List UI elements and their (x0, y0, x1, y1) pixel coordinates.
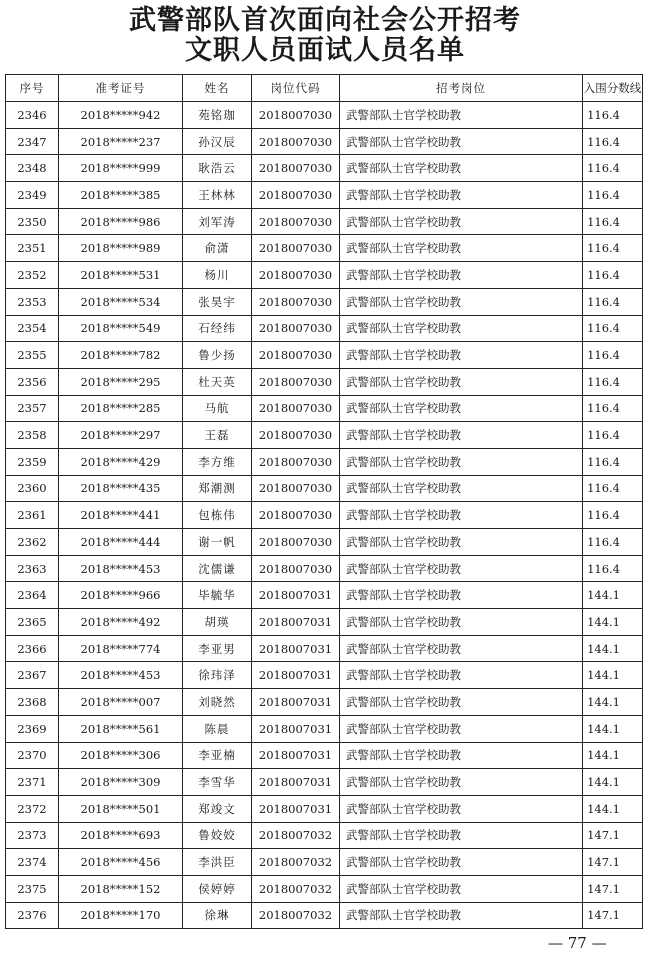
cell-name: 王林林 (183, 182, 252, 209)
cell-name: 胡瑛 (183, 609, 252, 636)
cell-no: 2364 (6, 582, 59, 609)
cell-code: 2018007030 (252, 422, 340, 449)
cell-code: 2018007030 (252, 448, 340, 475)
cell-no: 2371 (6, 769, 59, 796)
cell-exam-id: 2018*****285 (59, 395, 183, 422)
cell-position: 武警部队士官学校助教 (340, 262, 583, 289)
cell-no: 2359 (6, 448, 59, 475)
cell-code: 2018007030 (252, 262, 340, 289)
cell-code: 2018007031 (252, 582, 340, 609)
cell-name: 郑潮测 (183, 475, 252, 502)
cell-score: 147.1 (583, 822, 643, 849)
header-code: 岗位代码 (252, 75, 340, 102)
cell-exam-id: 2018*****774 (59, 635, 183, 662)
cell-exam-id: 2018*****429 (59, 448, 183, 475)
table-row (6, 795, 643, 822)
cell-score: 147.1 (583, 902, 643, 929)
cell-no: 2363 (6, 555, 59, 582)
cell-exam-id: 2018*****295 (59, 368, 183, 395)
cell-position: 武警部队士官学校助教 (340, 395, 583, 422)
candidate-table (5, 74, 643, 929)
cell-no: 2356 (6, 368, 59, 395)
cell-exam-id: 2018*****435 (59, 475, 183, 502)
cell-score: 116.4 (583, 288, 643, 315)
cell-name: 孙汉辰 (183, 128, 252, 155)
cell-code: 2018007032 (252, 849, 340, 876)
table-row (6, 422, 643, 449)
cell-code: 2018007031 (252, 715, 340, 742)
cell-score: 116.4 (583, 368, 643, 395)
cell-exam-id: 2018*****942 (59, 102, 183, 129)
cell-exam-id: 2018*****989 (59, 235, 183, 262)
cell-exam-id: 2018*****453 (59, 555, 183, 582)
table-row (6, 315, 643, 342)
cell-score: 116.4 (583, 555, 643, 582)
cell-exam-id: 2018*****986 (59, 208, 183, 235)
table-row (6, 235, 643, 262)
cell-code: 2018007030 (252, 235, 340, 262)
cell-exam-id: 2018*****297 (59, 422, 183, 449)
cell-position: 武警部队士官学校助教 (340, 769, 583, 796)
cell-exam-id: 2018*****534 (59, 288, 183, 315)
cell-name: 陈晨 (183, 715, 252, 742)
cell-exam-id: 2018*****999 (59, 155, 183, 182)
cell-score: 116.4 (583, 529, 643, 556)
cell-score: 147.1 (583, 875, 643, 902)
cell-no: 2350 (6, 208, 59, 235)
table-row (6, 849, 643, 876)
cell-score: 144.1 (583, 582, 643, 609)
cell-code: 2018007030 (252, 342, 340, 369)
cell-no: 2352 (6, 262, 59, 289)
cell-score: 144.1 (583, 715, 643, 742)
table-row (6, 822, 643, 849)
cell-score: 116.4 (583, 208, 643, 235)
cell-name: 徐玮泽 (183, 662, 252, 689)
cell-name: 杨川 (183, 262, 252, 289)
cell-position: 武警部队士官学校助教 (340, 662, 583, 689)
cell-code: 2018007031 (252, 635, 340, 662)
cell-score: 144.1 (583, 769, 643, 796)
cell-score: 144.1 (583, 635, 643, 662)
cell-exam-id: 2018*****492 (59, 609, 183, 636)
cell-score: 144.1 (583, 689, 643, 716)
cell-position: 武警部队士官学校助教 (340, 342, 583, 369)
cell-position: 武警部队士官学校助教 (340, 795, 583, 822)
cell-no: 2346 (6, 102, 59, 129)
cell-no: 2368 (6, 689, 59, 716)
cell-score: 116.4 (583, 102, 643, 129)
cell-position: 武警部队士官学校助教 (340, 822, 583, 849)
cell-name: 俞潇 (183, 235, 252, 262)
table-row (6, 742, 643, 769)
cell-name: 石经纬 (183, 315, 252, 342)
cell-score: 116.4 (583, 395, 643, 422)
cell-position: 武警部队士官学校助教 (340, 208, 583, 235)
cell-name: 鲁姣姣 (183, 822, 252, 849)
cell-no: 2376 (6, 902, 59, 929)
cell-position: 武警部队士官学校助教 (340, 182, 583, 209)
cell-name: 李雪华 (183, 769, 252, 796)
header-position: 招考岗位 (340, 75, 583, 102)
page-title-line1: 武警部队首次面向社会公开招考 (129, 5, 521, 36)
cell-no: 2374 (6, 849, 59, 876)
cell-score: 116.4 (583, 448, 643, 475)
table-row (6, 342, 643, 369)
cell-name: 苑铭珈 (183, 102, 252, 129)
table-row (6, 529, 643, 556)
cell-name: 李亚男 (183, 635, 252, 662)
cell-no: 2357 (6, 395, 59, 422)
cell-no: 2360 (6, 475, 59, 502)
table-header-row (6, 75, 643, 102)
cell-name: 李方维 (183, 448, 252, 475)
cell-score: 144.1 (583, 742, 643, 769)
table-row (6, 208, 643, 235)
table-row (6, 128, 643, 155)
cell-no: 2353 (6, 288, 59, 315)
cell-no: 2361 (6, 502, 59, 529)
table-row (6, 395, 643, 422)
cell-code: 2018007031 (252, 742, 340, 769)
cell-exam-id: 2018*****237 (59, 128, 183, 155)
cell-position: 武警部队士官学校助教 (340, 529, 583, 556)
cell-score: 116.4 (583, 155, 643, 182)
table-row (6, 875, 643, 902)
cell-exam-id: 2018*****385 (59, 182, 183, 209)
cell-no: 2362 (6, 529, 59, 556)
table-row (6, 262, 643, 289)
cell-position: 武警部队士官学校助教 (340, 689, 583, 716)
header-exam-id: 准考证号 (59, 75, 183, 102)
cell-score: 116.4 (583, 182, 643, 209)
cell-code: 2018007030 (252, 502, 340, 529)
cell-no: 2366 (6, 635, 59, 662)
cell-score: 144.1 (583, 609, 643, 636)
cell-position: 武警部队士官学校助教 (340, 742, 583, 769)
cell-code: 2018007032 (252, 875, 340, 902)
cell-name: 耿浩云 (183, 155, 252, 182)
cell-score: 116.4 (583, 128, 643, 155)
cell-position: 武警部队士官学校助教 (340, 902, 583, 929)
cell-score: 147.1 (583, 849, 643, 876)
cell-position: 武警部队士官学校助教 (340, 368, 583, 395)
cell-no: 2355 (6, 342, 59, 369)
cell-name: 谢一帆 (183, 529, 252, 556)
cell-code: 2018007030 (252, 315, 340, 342)
page-title-line2: 文职人员面试人员名单 (185, 35, 465, 66)
cell-score: 116.4 (583, 262, 643, 289)
cell-exam-id: 2018*****306 (59, 742, 183, 769)
header-no: 序号 (6, 75, 59, 102)
cell-position: 武警部队士官学校助教 (340, 128, 583, 155)
table-row (6, 448, 643, 475)
cell-code: 2018007031 (252, 662, 340, 689)
cell-position: 武警部队士官学校助教 (340, 849, 583, 876)
cell-name: 侯婷婷 (183, 875, 252, 902)
cell-name: 包栋伟 (183, 502, 252, 529)
cell-name: 徐琳 (183, 902, 252, 929)
cell-name: 沈儒谦 (183, 555, 252, 582)
cell-no: 2358 (6, 422, 59, 449)
cell-no: 2375 (6, 875, 59, 902)
cell-code: 2018007031 (252, 795, 340, 822)
cell-name: 李洪臣 (183, 849, 252, 876)
cell-exam-id: 2018*****966 (59, 582, 183, 609)
cell-score: 116.4 (583, 502, 643, 529)
cell-score: 116.4 (583, 475, 643, 502)
cell-exam-id: 2018*****782 (59, 342, 183, 369)
cell-code: 2018007030 (252, 208, 340, 235)
cell-exam-id: 2018*****549 (59, 315, 183, 342)
cell-name: 杜天英 (183, 368, 252, 395)
table-body (6, 102, 643, 929)
cell-code: 2018007030 (252, 529, 340, 556)
cell-score: 116.4 (583, 422, 643, 449)
page-number: — 77 — (548, 934, 607, 952)
cell-code: 2018007031 (252, 769, 340, 796)
table-row (6, 662, 643, 689)
cell-no: 2367 (6, 662, 59, 689)
cell-exam-id: 2018*****170 (59, 902, 183, 929)
cell-position: 武警部队士官学校助教 (340, 582, 583, 609)
cell-no: 2351 (6, 235, 59, 262)
cell-score: 116.4 (583, 315, 643, 342)
cell-code: 2018007030 (252, 128, 340, 155)
table-row (6, 769, 643, 796)
cell-code: 2018007030 (252, 555, 340, 582)
table-row (6, 102, 643, 129)
cell-code: 2018007030 (252, 155, 340, 182)
table-row (6, 288, 643, 315)
cell-name: 马航 (183, 395, 252, 422)
cell-code: 2018007030 (252, 182, 340, 209)
cell-no: 2347 (6, 128, 59, 155)
cell-name: 毕毓华 (183, 582, 252, 609)
cell-position: 武警部队士官学校助教 (340, 555, 583, 582)
header-score: 入围分数线 (583, 75, 643, 102)
table-row (6, 182, 643, 209)
cell-code: 2018007032 (252, 902, 340, 929)
cell-score: 144.1 (583, 662, 643, 689)
table-row (6, 689, 643, 716)
table-row (6, 902, 643, 929)
cell-score: 144.1 (583, 795, 643, 822)
cell-position: 武警部队士官学校助教 (340, 102, 583, 129)
cell-no: 2373 (6, 822, 59, 849)
cell-code: 2018007030 (252, 395, 340, 422)
table-row (6, 475, 643, 502)
cell-exam-id: 2018*****441 (59, 502, 183, 529)
cell-code: 2018007031 (252, 609, 340, 636)
cell-exam-id: 2018*****444 (59, 529, 183, 556)
header-name: 姓名 (183, 75, 252, 102)
cell-position: 武警部队士官学校助教 (340, 315, 583, 342)
table-row (6, 609, 643, 636)
table-row (6, 635, 643, 662)
table-row (6, 502, 643, 529)
table-row (6, 555, 643, 582)
cell-exam-id: 2018*****007 (59, 689, 183, 716)
cell-code: 2018007030 (252, 102, 340, 129)
cell-code: 2018007032 (252, 822, 340, 849)
cell-exam-id: 2018*****309 (59, 769, 183, 796)
table-row (6, 715, 643, 742)
cell-position: 武警部队士官学校助教 (340, 502, 583, 529)
cell-no: 2365 (6, 609, 59, 636)
cell-exam-id: 2018*****501 (59, 795, 183, 822)
cell-position: 武警部队士官学校助教 (340, 422, 583, 449)
cell-position: 武警部队士官学校助教 (340, 475, 583, 502)
cell-no: 2348 (6, 155, 59, 182)
table-row (6, 155, 643, 182)
cell-position: 武警部队士官学校助教 (340, 635, 583, 662)
cell-exam-id: 2018*****456 (59, 849, 183, 876)
cell-code: 2018007031 (252, 689, 340, 716)
cell-exam-id: 2018*****561 (59, 715, 183, 742)
cell-no: 2349 (6, 182, 59, 209)
cell-position: 武警部队士官学校助教 (340, 715, 583, 742)
cell-score: 116.4 (583, 342, 643, 369)
cell-position: 武警部队士官学校助教 (340, 288, 583, 315)
table-row (6, 368, 643, 395)
cell-code: 2018007030 (252, 475, 340, 502)
cell-name: 郑竣文 (183, 795, 252, 822)
cell-score: 116.4 (583, 235, 643, 262)
cell-code: 2018007030 (252, 288, 340, 315)
cell-position: 武警部队士官学校助教 (340, 609, 583, 636)
cell-exam-id: 2018*****693 (59, 822, 183, 849)
cell-name: 王磊 (183, 422, 252, 449)
cell-position: 武警部队士官学校助教 (340, 155, 583, 182)
cell-no: 2369 (6, 715, 59, 742)
table-row (6, 582, 643, 609)
cell-name: 张昊宇 (183, 288, 252, 315)
cell-position: 武警部队士官学校助教 (340, 448, 583, 475)
cell-position: 武警部队士官学校助教 (340, 875, 583, 902)
cell-name: 刘晓然 (183, 689, 252, 716)
cell-no: 2354 (6, 315, 59, 342)
cell-name: 鲁少扬 (183, 342, 252, 369)
cell-exam-id: 2018*****531 (59, 262, 183, 289)
cell-name: 刘军涛 (183, 208, 252, 235)
cell-code: 2018007030 (252, 368, 340, 395)
cell-name: 李亚楠 (183, 742, 252, 769)
cell-position: 武警部队士官学校助教 (340, 235, 583, 262)
cell-no: 2372 (6, 795, 59, 822)
cell-no: 2370 (6, 742, 59, 769)
cell-exam-id: 2018*****152 (59, 875, 183, 902)
cell-exam-id: 2018*****453 (59, 662, 183, 689)
